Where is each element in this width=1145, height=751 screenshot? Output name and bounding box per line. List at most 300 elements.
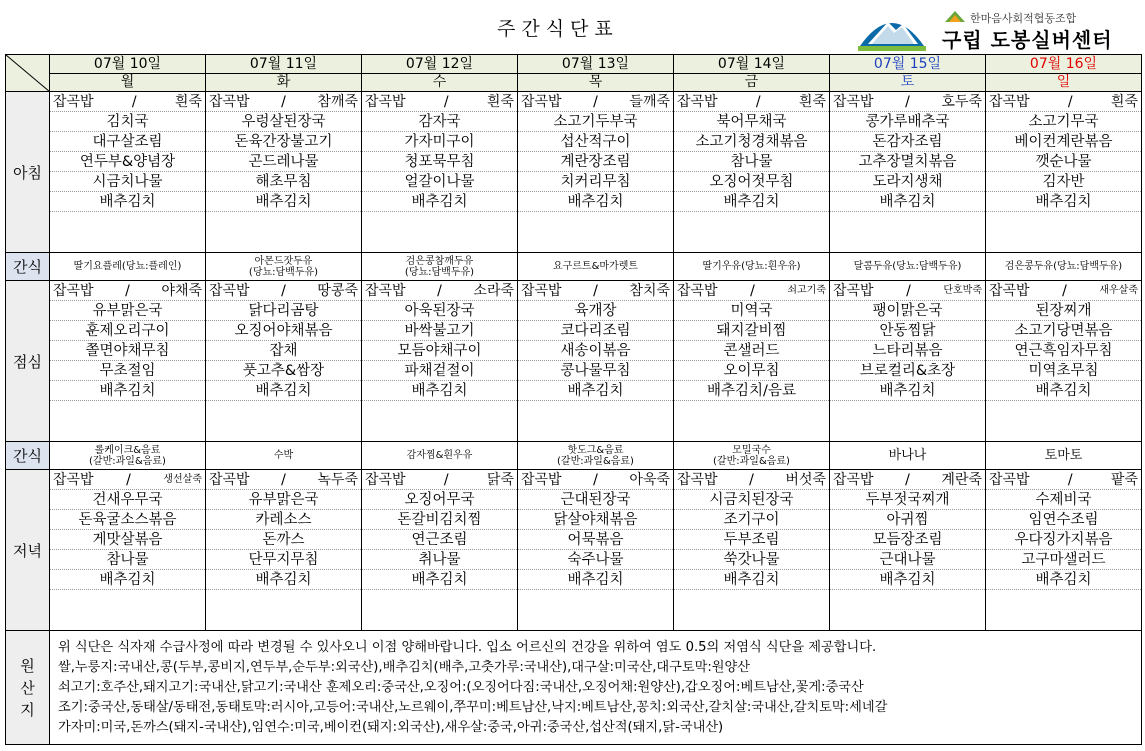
rice-porridge-line — [830, 92, 985, 112]
dinner-cell — [206, 470, 362, 631]
weekday-cell: 월 — [50, 74, 206, 92]
menu-item: 건새우무국 — [50, 490, 205, 510]
weekday-cell: 수 — [362, 74, 518, 92]
rice-label: 잡곡밥 — [365, 94, 406, 110]
menu-item: 배추김치 — [518, 381, 673, 401]
menu-item: 배추김치/음료 — [674, 381, 829, 401]
slash-separator: / — [593, 94, 598, 110]
diagonal-divider-icon — [6, 55, 50, 92]
weekday-cell: 토 — [830, 74, 986, 92]
slash-separator: / — [437, 283, 442, 299]
dinner-cell — [674, 470, 830, 631]
menu-item: 소고기청경채볶음 — [674, 132, 829, 152]
menu-item: 배추김치 — [518, 192, 673, 212]
porridge-label: 새우살죽 — [1099, 285, 1138, 296]
origin-notes — [50, 638, 1141, 738]
rice-label: 잡곡밥 — [677, 283, 718, 299]
lunch-cell — [362, 281, 518, 442]
menu-item: 닭다리곰탕 — [206, 301, 361, 321]
menu-item: 배추김치 — [362, 570, 517, 590]
menu-item: 곤드레나물 — [206, 152, 361, 172]
menu-item: 근대나물 — [830, 550, 985, 570]
afternoon-snack-cell — [518, 442, 674, 470]
menu-item: 배추김치 — [206, 381, 361, 401]
morning-snack-row — [6, 253, 1142, 281]
menu-item: 콩가루배추국 — [830, 112, 985, 132]
empty-line — [362, 401, 517, 441]
empty-line — [674, 212, 829, 252]
rice-porridge-line — [830, 470, 985, 490]
page-title: 주간식단표 — [497, 18, 619, 40]
menu-item: 돈까스 — [206, 530, 361, 550]
rice-label: 잡곡밥 — [989, 94, 1030, 110]
date-cell: 07월 15일 — [830, 55, 986, 74]
snack-line: 핫도그&음료 — [567, 444, 624, 456]
snack-line: (당뇨:담백두유) — [404, 266, 475, 278]
rice-label: 잡곡밥 — [989, 472, 1030, 488]
snack-line: 검은콩참깨두유 — [405, 255, 474, 267]
menu-item: 미역초무침 — [986, 361, 1141, 381]
menu-item: 고추장멸치볶음 — [830, 152, 985, 172]
menu-item: 오이무침 — [674, 361, 829, 381]
menu-item: 돈감자조림 — [830, 132, 985, 152]
slash-separator: / — [443, 472, 449, 488]
menu-item: 두부젓국찌개 — [830, 490, 985, 510]
snack-line: 롤케이크&음료 — [94, 444, 161, 456]
menu-item: 카레소스 — [206, 510, 361, 530]
menu-item: 가자미구이 — [362, 132, 517, 152]
menu-item: 김자반 — [986, 172, 1141, 192]
afternoon-snack-cell — [986, 442, 1142, 470]
snack-line: 모밀국수 — [732, 444, 771, 456]
menu-item: 배추김치 — [830, 192, 985, 212]
rice-porridge-line — [518, 281, 673, 301]
empty-line — [206, 590, 361, 630]
menu-item: 배추김치 — [518, 570, 673, 590]
snack-line: 수박 — [273, 450, 294, 461]
afternoon-snack-cell — [362, 442, 518, 470]
date-cell: 07월 11일 — [206, 55, 362, 74]
empty-line — [830, 590, 985, 630]
menu-item: 돈육간장불고기 — [206, 132, 361, 152]
rice-label: 잡곡밥 — [521, 283, 562, 299]
snack-lines — [1045, 450, 1083, 461]
menu-item: 게맛살볶음 — [50, 530, 205, 550]
rice-label: 잡곡밥 — [521, 472, 562, 488]
snack-line: 토마토 — [1044, 448, 1083, 463]
empty-line — [986, 590, 1141, 630]
snack-lines — [557, 445, 634, 467]
snack-text — [362, 253, 517, 280]
menu-item: 브로컬리&초장 — [830, 361, 985, 381]
menu-item: 배추김치 — [50, 381, 205, 401]
snack-lines — [274, 450, 293, 461]
empty-line — [830, 401, 985, 441]
date-cell: 07월 12일 — [362, 55, 518, 74]
empty-line — [986, 212, 1141, 252]
snack-line: 달콤두유(당뇨:담백두유) — [853, 261, 962, 272]
slash-separator: / — [131, 94, 137, 110]
porridge-label: 흰죽 — [1110, 94, 1138, 110]
menu-item: 어묵볶음 — [518, 530, 673, 550]
breakfast-cell — [518, 92, 674, 253]
menu-item: 안동찜닭 — [830, 321, 985, 341]
menu-item: 배추김치 — [362, 192, 517, 212]
menu-item: 팽이맑은국 — [830, 301, 985, 321]
org-name: 구립 도봉실버센터 — [942, 28, 1113, 52]
rice-porridge-line — [674, 470, 829, 490]
snack-text — [986, 442, 1141, 469]
dinner-row — [6, 470, 1142, 631]
lunch-cell — [206, 281, 362, 442]
rice-label: 잡곡밥 — [677, 94, 718, 110]
snack-line: 딸기우유(당뇨:흰우유) — [702, 261, 801, 272]
slash-separator: / — [1062, 283, 1067, 299]
menu-item: 우렁살된장국 — [206, 112, 361, 132]
menu-item: 참나물 — [50, 550, 205, 570]
menu-item: 모듬장조림 — [830, 530, 985, 550]
porridge-label: 흰죽 — [486, 94, 514, 110]
snack-text — [518, 253, 673, 280]
slash-separator: / — [593, 283, 598, 299]
snack-line: 바나나 — [888, 448, 927, 463]
weekday-cell: 일 — [986, 74, 1142, 92]
snack-text — [830, 442, 985, 469]
rice-label: 잡곡밥 — [677, 472, 718, 488]
menu-item: 쑥갓나물 — [674, 550, 829, 570]
note-line: 쇠고기:호주산,돼지고기:국내산,닭고기:국내산 훈제오리:중국산,오징어:(오징어다짐:국내산,오징어채:원양산),갑오징어:베트남산,꽃게:중국산 — [58, 679, 864, 695]
rice-label: 잡곡밥 — [521, 94, 562, 110]
menu-item: 유부맑은국 — [206, 490, 361, 510]
menu-item: 모듬야채구이 — [362, 341, 517, 361]
dinner-cell — [50, 470, 206, 631]
menu-item: 숙주나물 — [518, 550, 673, 570]
porridge-label: 단호박죽 — [943, 285, 982, 296]
menu-item: 두부조림 — [674, 530, 829, 550]
porridge-label: 흰죽 — [798, 94, 826, 110]
rice-porridge-line — [986, 281, 1141, 301]
rice-porridge-line — [362, 470, 517, 490]
morning-snack-cell — [986, 253, 1142, 281]
lunch-cell — [830, 281, 986, 442]
snack-text — [206, 253, 361, 280]
morning-snack-cell — [206, 253, 362, 281]
note-line: 조기:중국산,동태살/동태전,동태토막:러시아,고등어:국내산,노르웨이,쭈꾸미:베트남산,낙지:베트남산,꽁치:외국산,갈치살:국내산,갈치토막:세네갈 — [58, 699, 888, 715]
rice-label: 잡곡밥 — [833, 94, 874, 110]
snack-lines — [713, 445, 790, 467]
breakfast-cell — [50, 92, 206, 253]
date-cell: 07월 13일 — [518, 55, 674, 74]
empty-line — [50, 590, 205, 630]
lunch-label: 점심 — [6, 281, 50, 442]
snack-text — [50, 442, 205, 469]
menu-item: 참나물 — [674, 152, 829, 172]
afternoon-snack-cell — [830, 442, 986, 470]
slash-separator: / — [906, 283, 911, 299]
porridge-label: 흰죽 — [174, 94, 202, 110]
menu-item: 느타리볶음 — [830, 341, 985, 361]
menu-item: 임연수조림 — [986, 510, 1141, 530]
porridge-label: 버섯죽 — [785, 472, 826, 488]
morning-snack-cell — [518, 253, 674, 281]
porridge-label: 호두죽 — [941, 94, 982, 110]
rice-label: 잡곡밥 — [833, 472, 874, 488]
snack-lines — [854, 261, 962, 272]
empty-line — [518, 590, 673, 630]
empty-line — [206, 401, 361, 441]
weekday-cell: 금 — [674, 74, 830, 92]
rice-label: 잡곡밥 — [989, 283, 1030, 299]
porridge-label: 생선살죽 — [163, 474, 202, 485]
snack-line: (당뇨:담백두유) — [248, 266, 319, 278]
afternoon-snack-cell — [50, 442, 206, 470]
menu-item: 풋고추&쌈장 — [206, 361, 361, 381]
snack-text — [830, 253, 985, 280]
morning-snack-cell — [50, 253, 206, 281]
mountain-logo-icon — [858, 6, 926, 52]
menu-item: 조기구이 — [674, 510, 829, 530]
menu-item: 연두부&양념장 — [50, 152, 205, 172]
menu-item: 배추김치 — [986, 381, 1141, 401]
rice-porridge-line — [206, 281, 361, 301]
menu-item: 대구살조림 — [50, 132, 205, 152]
porridge-label: 쇠고기죽 — [787, 285, 826, 296]
rice-porridge-line — [518, 92, 673, 112]
rice-porridge-line — [50, 281, 205, 301]
weekday-cell: 목 — [518, 74, 674, 92]
empty-line — [674, 590, 829, 630]
morning-snack-cell — [362, 253, 518, 281]
breakfast-cell — [206, 92, 362, 253]
menu-item: 오징어야채볶음 — [206, 321, 361, 341]
rice-porridge-line — [830, 281, 985, 301]
breakfast-cell — [362, 92, 518, 253]
menu-item: 배추김치 — [674, 192, 829, 212]
rice-label: 잡곡밥 — [209, 94, 250, 110]
snack-lines — [89, 445, 166, 467]
menu-item: 미역국 — [674, 301, 829, 321]
snack-line: 아몬드잣두유 — [254, 255, 313, 267]
menu-item: 배추김치 — [206, 192, 361, 212]
snack-text — [986, 253, 1141, 280]
slash-separator: / — [593, 472, 598, 488]
snack-text — [50, 253, 205, 280]
snack-lines — [889, 450, 927, 461]
menu-item: 배추김치 — [830, 381, 985, 401]
rice-label: 잡곡밥 — [365, 283, 406, 299]
weekday-cell: 화 — [206, 74, 362, 92]
menu-item: 배추김치 — [986, 192, 1141, 212]
menu-item: 돈육굴소스볶음 — [50, 510, 205, 530]
lunch-cell — [674, 281, 830, 442]
menu-item: 배추김치 — [206, 570, 361, 590]
menu-item: 베이컨계란볶음 — [986, 132, 1141, 152]
breakfast-label: 아침 — [6, 92, 50, 253]
lunch-cell — [50, 281, 206, 442]
porridge-label: 소라죽 — [473, 283, 514, 299]
note-line: 쌀,누룽지:국내산,콩(두부,콩비지,연두부,순두부:외국산),배추김치(배추,고춧가루:국내산),대구살:미국산,대구토막:원양산 — [58, 659, 750, 675]
menu-item: 잡채 — [206, 341, 361, 361]
snack-lines — [553, 261, 638, 272]
menu-item: 청포묵무침 — [362, 152, 517, 172]
snack-text — [362, 442, 517, 469]
menu-item: 배추김치 — [50, 192, 205, 212]
rice-label: 잡곡밥 — [365, 472, 406, 488]
lunch-cell — [518, 281, 674, 442]
menu-item: 소고기무국 — [986, 112, 1141, 132]
menu-item: 치커리무침 — [518, 172, 673, 192]
menu-item: 고구마샐러드 — [986, 550, 1141, 570]
dinner-cell — [362, 470, 518, 631]
menu-item: 쫄면야채무침 — [50, 341, 205, 361]
note-line: 위 식단은 식자재 수급사정에 따라 변경될 수 있사오니 이점 양해바랍니다. 입소 어르신의 건강을 위하여 염도 0.5의 저염식 식단을 제공합니다. — [58, 639, 877, 655]
menu-item: 북어무채국 — [674, 112, 829, 132]
breakfast-row — [6, 92, 1142, 253]
menu-item: 아귀찜 — [830, 510, 985, 530]
menu-item: 된장찌개 — [986, 301, 1141, 321]
snack-lines — [702, 261, 800, 272]
porridge-label: 닭죽 — [486, 472, 514, 488]
snack-text — [518, 442, 673, 469]
dinner-cell — [986, 470, 1142, 631]
empty-line — [50, 401, 205, 441]
snack-line: 감자찜&흰우유 — [406, 450, 473, 461]
menu-item: 배추김치 — [986, 570, 1141, 590]
date-header-row — [6, 55, 1142, 74]
porridge-label: 참깨죽 — [317, 94, 358, 110]
breakfast-cell — [986, 92, 1142, 253]
date-cell: 07월 10일 — [50, 55, 206, 74]
menu-item: 소고기당면볶음 — [986, 321, 1141, 341]
rice-porridge-line — [362, 281, 517, 301]
slash-separator: / — [905, 94, 910, 110]
rice-porridge-line — [674, 92, 829, 112]
menu-item: 깻순나물 — [986, 152, 1141, 172]
menu-item: 단무지무침 — [206, 550, 361, 570]
morning-snack-cell — [674, 253, 830, 281]
menu-item: 돈갈비김치찜 — [362, 510, 517, 530]
menu-item: 콩나물무침 — [518, 361, 673, 381]
snack-line: (갈반:과일&음료) — [713, 455, 790, 467]
slash-separator: / — [1067, 472, 1073, 488]
menu-item: 김치국 — [50, 112, 205, 132]
menu-item: 배추김치 — [50, 570, 205, 590]
origin-label-text: 원산지 — [20, 656, 35, 719]
menu-item: 배추김치 — [674, 570, 829, 590]
origin-notes-cell — [50, 631, 1142, 745]
menu-item: 육개장 — [518, 301, 673, 321]
snack-line: 요구르트&마가렛트 — [552, 261, 639, 272]
rice-porridge-line — [206, 470, 361, 490]
menu-item: 연근조림 — [362, 530, 517, 550]
menu-item: 콘샐러드 — [674, 341, 829, 361]
afternoon-snack-cell — [674, 442, 830, 470]
rice-porridge-line — [518, 470, 673, 490]
snack-lines — [249, 256, 318, 278]
menu-item: 감자국 — [362, 112, 517, 132]
rice-label: 잡곡밥 — [209, 472, 250, 488]
rice-label: 잡곡밥 — [833, 283, 874, 299]
slash-separator: / — [281, 472, 286, 488]
menu-item: 돼지갈비찜 — [674, 321, 829, 341]
morning-snack-cell — [830, 253, 986, 281]
porridge-label: 아욱죽 — [629, 472, 670, 488]
empty-line — [362, 590, 517, 630]
slash-separator: / — [443, 94, 449, 110]
menu-item: 훈제오리구이 — [50, 321, 205, 341]
rice-porridge-line — [206, 92, 361, 112]
breakfast-cell — [674, 92, 830, 253]
porridge-label: 팥죽 — [1110, 472, 1138, 488]
snack-line: 딸기요플레(당뇨:플레인) — [73, 261, 182, 272]
menu-item: 코다리조림 — [518, 321, 673, 341]
lunch-row — [6, 281, 1142, 442]
menu-item: 닭살야채볶음 — [518, 510, 673, 530]
dinner-cell — [830, 470, 986, 631]
menu-item: 취나물 — [362, 550, 517, 570]
lunch-cell — [986, 281, 1142, 442]
slash-separator: / — [281, 94, 286, 110]
menu-item: 섭산적구이 — [518, 132, 673, 152]
date-cell: 07월 16일 — [986, 55, 1142, 74]
weekly-menu-table — [5, 54, 1142, 745]
menu-item: 파채겉절이 — [362, 361, 517, 381]
origin-row — [6, 631, 1142, 745]
snack-lines — [407, 450, 473, 461]
snack-text — [674, 442, 829, 469]
porridge-label: 들깨죽 — [629, 94, 670, 110]
empty-line — [518, 212, 673, 252]
afternoon-snack-label: 간식 — [6, 442, 50, 470]
rice-porridge-line — [986, 92, 1141, 112]
breakfast-cell — [830, 92, 986, 253]
porridge-label: 녹두죽 — [317, 472, 358, 488]
menu-item: 배추김치 — [362, 381, 517, 401]
afternoon-snack-row — [6, 442, 1142, 470]
snack-lines — [1005, 261, 1122, 272]
menu-item: 바싹불고기 — [362, 321, 517, 341]
porridge-label: 땅콩죽 — [317, 283, 358, 299]
empty-line — [674, 401, 829, 441]
menu-item: 유부맑은국 — [50, 301, 205, 321]
weekday-header-row — [6, 74, 1142, 92]
rice-label: 잡곡밥 — [53, 94, 94, 110]
rice-label: 잡곡밥 — [53, 283, 94, 299]
slash-separator: / — [125, 283, 130, 299]
menu-item: 연근흑임자무침 — [986, 341, 1141, 361]
empty-line — [362, 212, 517, 252]
snack-lines — [74, 261, 182, 272]
empty-line — [518, 401, 673, 441]
rice-porridge-line — [50, 470, 205, 490]
menu-item: 얼갈이나물 — [362, 172, 517, 192]
snack-line: (갈반:과일&음료) — [557, 455, 634, 467]
menu-item: 새송이볶음 — [518, 341, 673, 361]
snack-lines — [405, 256, 474, 278]
rice-label: 잡곡밥 — [53, 472, 94, 488]
snack-line: (갈반:과일&음료) — [89, 455, 166, 467]
empty-line — [50, 212, 205, 252]
slash-separator: / — [905, 472, 910, 488]
org-subtitle: 한마음사회적협동조합 — [970, 12, 1077, 25]
menu-item: 근대된장국 — [518, 490, 673, 510]
empty-line — [206, 212, 361, 252]
rice-label: 잡곡밥 — [209, 283, 250, 299]
org-logo — [858, 6, 1138, 52]
slash-separator: / — [755, 94, 761, 110]
header-corner — [6, 55, 50, 92]
porridge-label: 계란죽 — [941, 472, 982, 488]
